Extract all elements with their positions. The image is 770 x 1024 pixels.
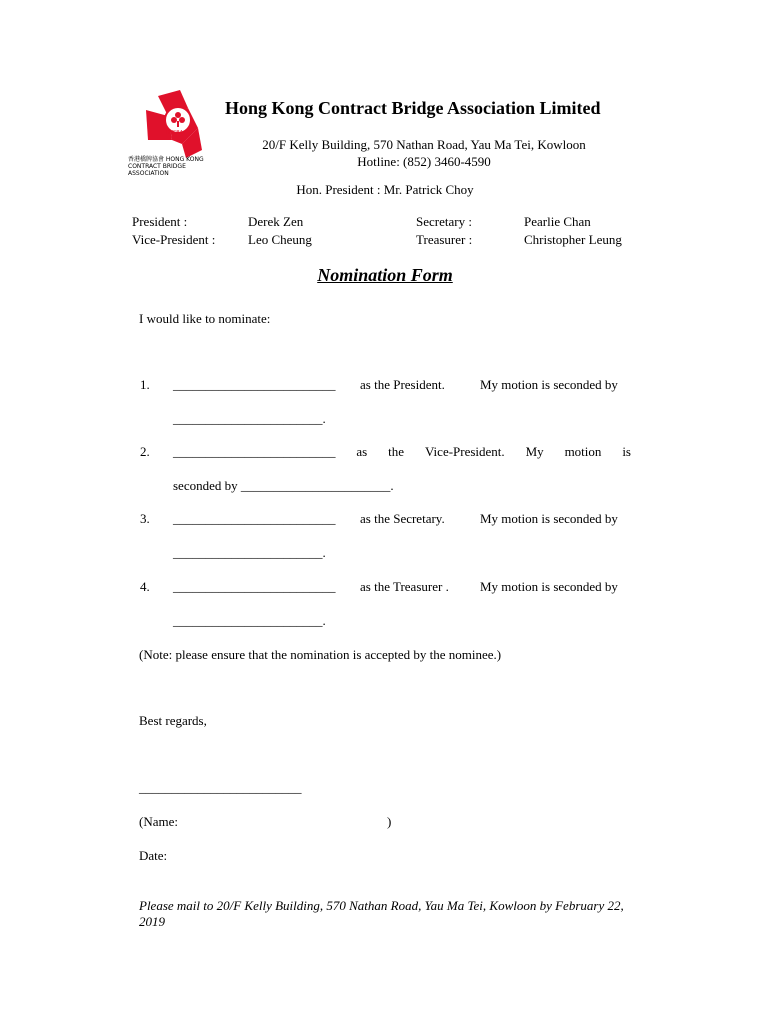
role-word: My [525,444,544,459]
hon-president: Hon. President : Mr. Patrick Choy [296,182,474,197]
president-label: President : [132,214,188,229]
hotline: Hotline: (852) 3460-4590 [357,154,491,169]
seconder-blank[interactable]: _______________________. [173,613,326,628]
logo-caption: 香港橋牌協會 HONG KONG CONTRACT BRIDGE ASSOCIATION [128,156,204,177]
role-word: motion [564,444,602,459]
form-title: Nomination Form [317,265,453,285]
seconder-line[interactable]: seconded by _______________________. [173,478,394,493]
vice-president-label: Vice-President : [132,232,216,247]
secretary-label: Secretary : [416,214,472,229]
organization-name: Hong Kong Contract Bridge Association Limited [225,98,601,118]
nomination-note: (Note: please ensure that the nomination is accepted by the nominee.) [139,647,502,662]
secretary-name: Pearlie Chan [524,214,591,229]
item-2-line [173,444,631,460]
nominee-blank[interactable]: _________________________ [173,377,336,392]
logo-abbrev: HKCBA [166,130,184,136]
seconder-blank[interactable]: _______________________. [173,411,326,426]
role-word: as [356,444,368,459]
form-intro: I would like to nominate: [139,311,271,326]
closing: Best regards, [139,713,207,728]
nominee-blank[interactable]: _________________________ [173,511,336,526]
nominee-blank[interactable]: _________________________ [173,579,336,594]
address: 20/F Kelly Building, 570 Nathan Road, Yau Ma Tei, Kowloon [262,137,586,152]
president-name: Derek Zen [248,214,304,229]
treasurer-label: Treasurer : [416,232,473,247]
vice-president-name: Leo Cheung [248,232,312,247]
name-label: (Name: [139,814,178,829]
mailing-instructions: Please mail to 20/F Kelly Building, 570 Nathan Road, Yau Ma Tei, Kowloon by February 22, 2019 [139,898,624,929]
role-word: is [622,444,631,459]
role-word: the [388,444,405,459]
role-text: as the Treasurer . [360,579,449,594]
treasurer-name: Christopher Leung [524,232,622,247]
seconded-text: My motion is seconded by [480,579,618,594]
nominee-blank[interactable]: _________________________ [173,444,336,459]
seconder-blank[interactable]: _______________________. [173,545,326,560]
item-number: 4. [140,579,150,594]
role-text: as the President. [360,377,445,392]
item-number: 3. [140,511,150,526]
date-label: Date: [139,848,168,863]
seconded-text: My motion is seconded by [480,377,618,392]
role-text: as the Secretary. [360,511,445,526]
signature-line[interactable]: _________________________ [139,780,302,795]
item-number: 1. [140,377,150,392]
role-word: Vice-President. [424,444,505,459]
seconded-text: My motion is seconded by [480,511,618,526]
item-number: 2. [140,444,150,459]
name-close: ) [387,814,392,829]
